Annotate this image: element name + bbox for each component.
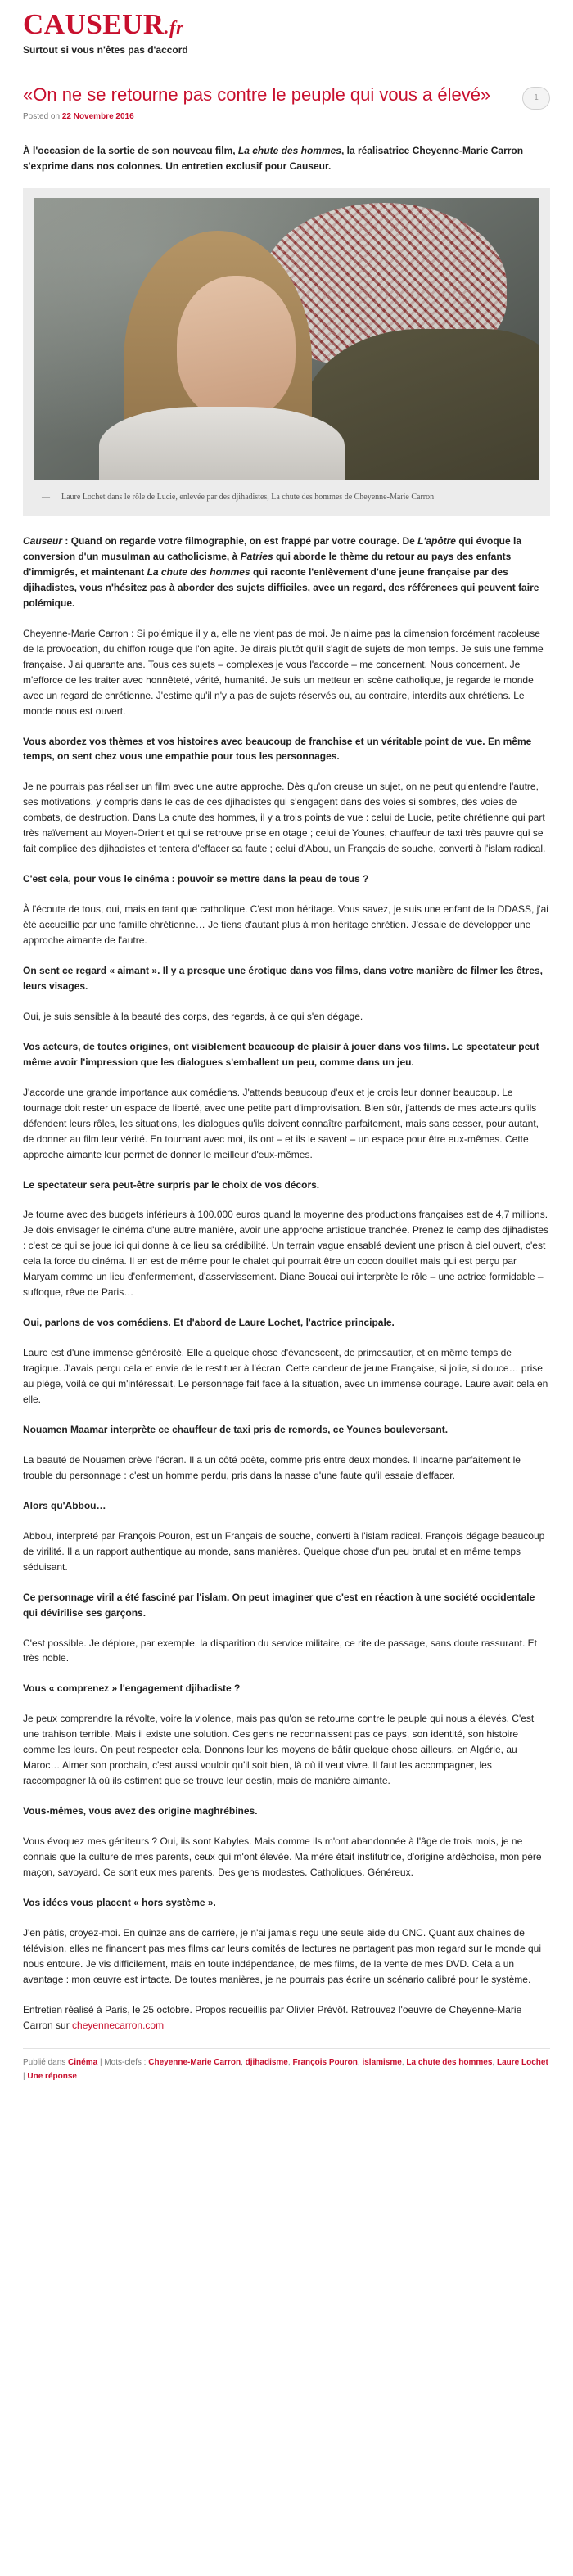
interview-answer: Oui, je suis sensible à la beauté des corps, des regards, à ce qui s'en dégage. [23,1010,363,1022]
first-answer-speaker: Cheyenne-Marie Carron [23,627,129,639]
lead-part-2: qui évoque la conversion d'un musulman au catholicisme, à [23,535,521,562]
interview-question: Vous abordez vos thèmes et vos histoires avec beaucoup de franchise et un véritable point de vue. En même temps, on sent chez vous une empathie pour tous les personnages. [23,735,532,763]
caption-dash: — [42,493,50,502]
film-still-image [34,198,539,480]
logo-main: CAUSEUR [23,8,165,40]
interview-question: Vous « comprenez » l'engagement djihadiste ? [23,1682,241,1695]
lead-part-1: : Quand on regarde votre filmographie, on est frappé par votre courage. De [62,535,418,547]
lead-film-3: La chute des hommes [147,565,250,578]
site-header [0,0,573,82]
interview-answer: Laure est d'une immense générosité. Elle a quelque chose d'évanescent, de primesautier, et en même temps de tragique. J'avais perçu cela et envie de le restituer à l'écran. Cette candeur de jeune Française, si jolie, si douce… prise au piège, voilà ce qui m'intéressait. Le personnage fait face à la situation, avec un immense courage. Laure avait cela en elle. [23,1347,548,1405]
interview-answer: Vous évoquez mes géniteurs ? Oui, ils sont Kabyles. Mais comme ils m'ont abandonnée à l'âge de trois mois, je ne connais que la culture de mes parents, ceux qui m'ont élevée. Ma mère était institutrice, d'origine ardéchoise, mon père maçon, savoyard. Ce sont eux mes parents. Des gens modestes. Catholiques. Généreux. [23,1835,542,1879]
article-meta: Publié dans Cinéma | Mots-clefs : Cheyenne-Marie Carron, djihadisme, François Pouron, islamisme, La chute des hommes, Laure Lochet | Une réponse [23,2048,550,2087]
posted-prefix: Posted on [23,112,61,122]
interview-question: C'est cela, pour vous le cinéma : pouvoir se mettre dans la peau de tous ? [23,873,369,885]
lead-film-1: L'apôtre [417,535,456,547]
posted-date [23,110,550,124]
tag-link[interactable]: François Pouron [292,2057,358,2067]
interview-answer: Je ne pourrais pas réaliser un film avec une autre approche. Dès qu'on creuse un sujet, on ne peut qu'entendre l'autre, ses motivations, y compris dans le cas de ces djihadistes qui s'engagent dans des voies si sombres, des voies de combats, de destruction. Dans La chute des hommes, il y a trois points de vue : celui de Lucie, petite chrétienne qui part très naïvement au Moyen-Orient et qui se retrouve prise en otage ; celui de Younes, chauffeur de taxi très pauvre qui se fait complice des djihadistes et tentera d'effacer sa faute ; celui d'Abou, un Français de souche, converti à l'islam radical. [23,781,546,855]
tag-link[interactable]: Laure Lochet [496,2057,548,2067]
interview-answer: Je tourne avec des budgets inférieurs à 100.000 euros quand la moyenne des productions françaises est de 4,7 millions. Je dois envisager le cinéma d'une autre manière, avoir une approche artistique tranchée. Prenez le camp des djihadistes : c'est ce qui se joue ici qui donne à ce lieu sa crédibilité. Un terrain vague ensablé devient une prison à ciel ouvert, c'est cela la force du cinéma. Il en est de même pour le chalet qui pourrait être un cocon douillet mais qui est perçu par Maryam comme un lieu d'enfermement, d'asservissement. Diane Boucai qui interprète le rôle – une actrice formidable – suffoque, rêve de Paris… [23,1209,548,1299]
caption-text: Laure Lochet dans le rôle de Lucie, enlevée par des djihadistes, La chute des hommes de Cheyenne-Marie Carron [61,493,435,502]
interview-question: Vos idées vous placent « hors système ». [23,1896,216,1908]
website-link[interactable]: cheyennecarron.com [72,2019,165,2031]
interview-answer: J'accorde une grande importance aux comédiens. J'attends beaucoup d'eux et je crois leur donner beaucoup. Le tournage doit rester un espace de liberté, avec une petite part d'improvisation. Bien sûr, j'attends de mes acteurs qu'ils défendent leurs rôles, les situations, les dialogues qu'ils doivent connaître parfaitement, mais sans cesser, pour autant, de donner au film leur vérité. En tournant avec moi, ils ont – et ils le savent – un espace pour être eux-mêmes. Cette approche aimante leur permet de donner le meilleur d'eux-mêmes. [23,1086,539,1160]
image-caption [34,491,539,504]
interview-answer: J'en pâtis, croyez-moi. En quinze ans de carrière, je n'ai jamais reçu une seule aide du CNC. Quant aux chaînes de télévision, elles ne financent pas mes films car leurs comités de lectures ne partagent pas mon regard sur le monde qui nous entoure. Je vis difficilement, mais en toute indépendance, de mes films, de la vente de mes DVD. Cela a un avantage : mon œuvre est intacte. De toutes manières, je ne pourrais pas écrire un scénario calibré pour le système. [23,1926,541,1985]
article-title[interactable]: «On ne se retourne pas contre le peuple qui vous a élevé» [23,84,491,105]
featured-image [23,188,550,516]
posted-date-link[interactable]: 22 Novembre 2016 [61,112,134,122]
interview-answer: À l'écoute de tous, oui, mais en tant que catholique. C'est mon héritage. Vous savez, je suis une enfant de la DDASS, j'ai été accueillie par une famille chrétienne… Je tiens d'autant plus à mon héritage chrétien. J'essaie de développer une approche aimante de l'autre. [23,903,548,947]
tag-link[interactable]: Cheyenne-Marie Carron [148,2057,241,2067]
published-in-label: Publié dans [23,2057,66,2067]
tag-link[interactable]: La chute des hommes [406,2057,493,2067]
interview-question: Vous-mêmes, vous avez des origine maghrébines. [23,1805,258,1817]
interview-question: Oui, parlons de vos comédiens. Et d'abord de Laure Lochet, l'actrice principale. [23,1317,395,1329]
comment-count-badge[interactable]: 1 [522,87,550,110]
interview-question: Nouamen Maamar interprète ce chauffeur de taxi pris de remords, ce Younes bouleversant. [23,1423,449,1435]
reply-link[interactable]: Une réponse [27,2071,77,2081]
article [0,82,573,2087]
interview-answer: C'est possible. Je déplore, par exemple, la disparition du service militaire, ce rite de passage, sans doute rassurant. Et très noble. [23,1637,537,1664]
article-intro [23,143,550,173]
end-note-text: Entretien réalisé à Paris, le 25 octobre. Propos recueillis par Olivier Prévôt. Retrouvez l'oeuvre de Cheyenne-Marie Carron sur [23,2003,522,2031]
interview-answer: Je peux comprendre la révolte, voire la violence, mais pas qu'on se retourne contre le peuple qui nous a élevés. C'est une trahison terrible. Mais il existe une solution. Ces gens ne reconnaissent pas ce pays, son identité, son histoire comme les leurs. On peut respecter cela. Donnons leur les moyens de bâtir quelque chose ailleurs, en Algérie, au Maroc… Aimer son prochain, c'est aussi vouloir qu'il soit bien, là où il veut vivre. Il faut les accompagner, les raccompagner là où ils estiment que se trouve leur destin, mais de manière aimante. [23,1713,535,1787]
lead-part-4: qui raconte l'enlèvement d'une jeune française par des djihadistes, vous n'hésitez pas à aborder des sujets difficiles, avec un regard, des références qui peuvent faire polémique. [23,565,539,609]
intro-part-2: , la réalisatrice Cheyenne-Marie Carron s'exprime dans nos colonnes. Un entretien exclusif pour Causeur. [23,145,524,172]
logo-suffix: .fr [164,17,184,38]
title-row [23,82,550,107]
lead-film-2: Patries [240,550,273,562]
lead-part-3: qui aborde le thème du retour au pays des enfants d'immigrés, et maintenant [23,550,512,578]
site-logo[interactable] [23,10,573,38]
category-link[interactable]: Cinéma [68,2057,98,2067]
interview-question: Le spectateur sera peut-être surpris par le choix de vos décors. [23,1178,320,1191]
interview-question: Ce personnage viril a été fasciné par l'islam. On peut imaginer que c'est en réaction à une société occidentale qui dévirilise ses garçons. [23,1591,535,1619]
tag-link[interactable]: djihadisme [245,2057,288,2067]
tag-link[interactable]: islamisme [362,2057,402,2067]
intro-film-title: La chute des hommes [237,145,341,157]
interview-question: On sent ce regard « aimant ». Il y a presque une érotique dans vos films, dans votre manière de filmer les êtres, leurs visages. [23,964,543,992]
end-note [23,2002,550,2033]
lead-question [23,534,550,611]
keywords-label: Mots-clefs : [104,2057,147,2067]
interview-question: Vos acteurs, de toutes origines, ont visiblement beaucoup de plaisir à jouer dans vos films. Le spectateur peut même avoir l'impression que les dialogues s'emballent un peu, comme dans un jeu. [23,1040,539,1068]
interview-body [23,734,550,1988]
tag-list: Cheyenne-Marie Carron, djihadisme, François Pouron, islamisme, La chute des hommes, Laure Lochet [148,2057,548,2067]
interview-answer: Abbou, interprété par François Pouron, est un Français de souche, converti à l'islam radical. François dégage beaucoup de virilité. Il a un rapport authentique au monde, sans manières. Quelque chose d'un peu brutal et en même temps séduisant. [23,1529,545,1573]
lead-speaker: Causeur [23,535,63,547]
site-tagline: Surtout si vous n'êtes pas d'accord [23,44,188,56]
interview-question: Alors qu'Abbou… [23,1499,106,1511]
first-answer-text: : Si polémique il y a, elle ne vient pas de moi. Je n'aime pas la dimension forcément racoleuse de la provocation, du chiffon rouge que l'on agite. Je dirais plutôt qu'il s'agit de sujets de mon temps. Je suis une femme française. J'ai quarante ans. Tous ces sujets – complexes je vous l'accorde – me concernent. Nous concernent. Je m'efforce de les traiter avec honnêteté, vérité, humanité. Je suis un metteur en scène catholique, je regarde le monde avec un regard de chrétienne. J'estime qu'il n'y a pas de sujets réservés ou, au contraire, interdits aux chrétiens. Le monde nous est ouvert. [23,627,544,717]
interview-answer: La beauté de Nouamen crève l'écran. Il a un côté poète, comme pris entre deux mondes. Il incarne parfaitement le trouble du personnage : c'est un homme perdu, pris dans la nasse d'une faute qu'il essaie d'effacer. [23,1453,521,1481]
intro-part-1: À l'occasion de la sortie de son nouveau film, [23,145,238,157]
first-answer [23,626,550,719]
